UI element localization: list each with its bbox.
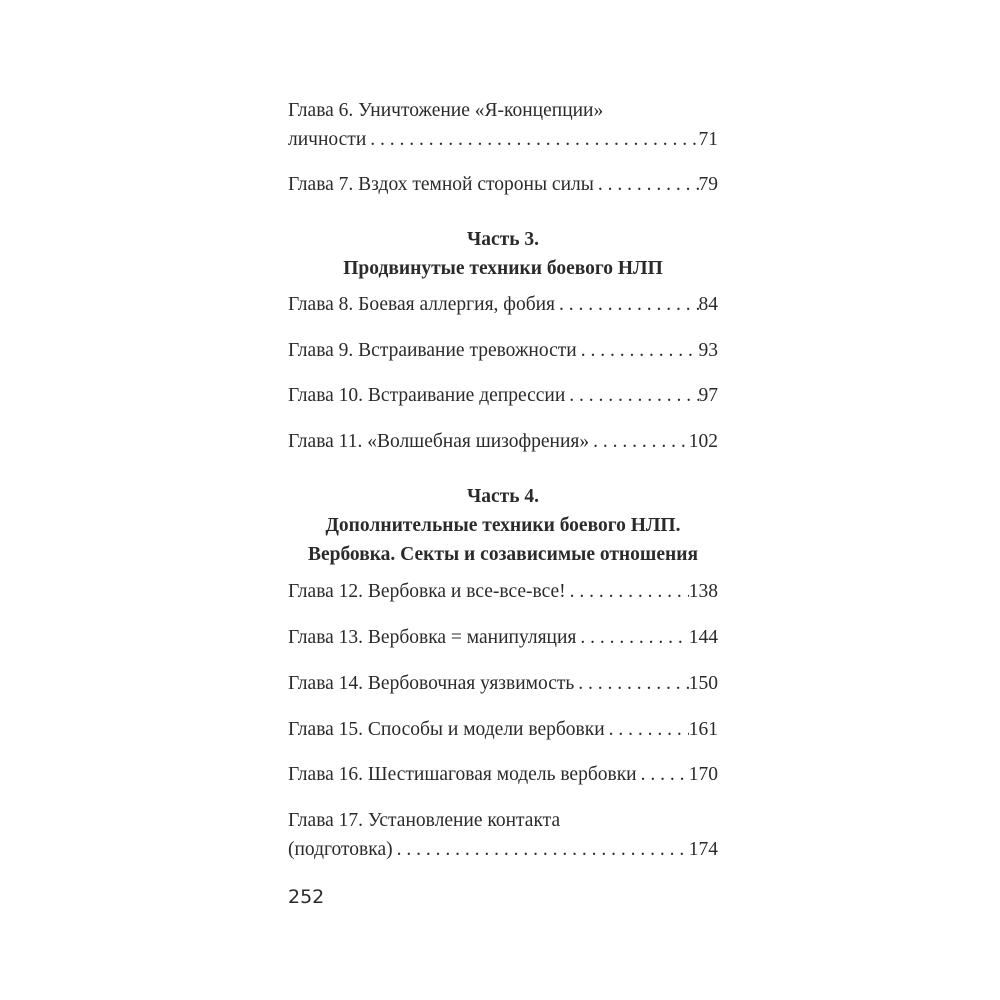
dot-leader xyxy=(589,427,689,456)
part-4-heading xyxy=(258,482,748,569)
toc-entry-title: Глава 11. «Волшебная шизофрения» xyxy=(288,431,590,452)
part-title-line-2: Вербовка. Секты и созависимые отношения xyxy=(307,544,699,565)
toc-entry-chapter-16[interactable] xyxy=(288,760,718,789)
dot-leader xyxy=(577,336,699,365)
toc-entry-title-continued: (подготовка) xyxy=(288,839,393,860)
toc-entry-title: Глава 6. Уничтожение «Я-концепции» xyxy=(288,100,604,121)
dot-leader xyxy=(637,760,689,789)
page-number: 252 xyxy=(288,886,325,908)
toc-entry-title-continued: личности xyxy=(288,129,367,150)
toc-entry-title: Глава 13. Вербовка = манипуляция xyxy=(288,627,577,648)
dot-leader xyxy=(366,125,698,154)
dot-leader xyxy=(555,290,698,319)
part-label: Часть 3. xyxy=(466,229,540,250)
toc-entry-chapter-6[interactable] xyxy=(288,96,718,154)
toc-entry-page: 93 xyxy=(698,340,718,361)
toc-entry-title: Глава 8. Боевая аллергия, фобия xyxy=(288,294,556,315)
toc-entry-page: 84 xyxy=(698,294,718,315)
toc-entry-chapter-7[interactable] xyxy=(288,170,718,199)
toc-entry-title: Глава 15. Способы и модели вербовки xyxy=(288,719,605,740)
toc-entry-page: 138 xyxy=(688,581,718,602)
toc-entry-chapter-17[interactable] xyxy=(288,806,718,864)
toc-entry-title: Глава 12. Вербовка и все-все-все! xyxy=(288,581,566,602)
toc-entry-title: Глава 17. Установление контакта xyxy=(288,810,561,831)
toc-entry-page: 102 xyxy=(688,431,718,452)
dot-leader xyxy=(574,669,688,698)
dot-leader xyxy=(605,715,689,744)
toc-entry-page: 97 xyxy=(698,385,718,406)
part-label: Часть 4. xyxy=(466,486,540,507)
toc-entry-page: 170 xyxy=(688,764,718,785)
dot-leader xyxy=(565,381,698,410)
toc-entry-page: 174 xyxy=(688,839,718,860)
dot-leader xyxy=(393,835,689,864)
toc-entry-chapter-12[interactable] xyxy=(288,577,718,606)
toc-entry-chapter-8[interactable] xyxy=(288,290,718,319)
toc-entry-title: Глава 16. Шестишаговая модель вербовки xyxy=(288,764,637,785)
toc-entry-title: Глава 14. Вербовочная уязвимость xyxy=(288,673,575,694)
toc-entry-title: Глава 7. Вздох темной стороны силы xyxy=(288,174,594,195)
toc-entry-page: 150 xyxy=(688,673,718,694)
toc-entry-chapter-15[interactable] xyxy=(288,715,718,744)
toc-entry-chapter-10[interactable] xyxy=(288,381,718,410)
toc-entry-title: Глава 9. Встраивание тревожности xyxy=(288,340,577,361)
dot-leader xyxy=(566,577,689,606)
part-title: Продвинутые техники боевого НЛП xyxy=(343,258,663,279)
toc-entry-page: 79 xyxy=(698,174,718,195)
toc-entry-chapter-11[interactable] xyxy=(288,427,718,456)
toc-entry-chapter-14[interactable] xyxy=(288,669,718,698)
part-title-line-1: Дополнительные техники боевого НЛП. xyxy=(325,515,681,536)
part-3-heading xyxy=(258,225,748,283)
dot-leader xyxy=(594,170,699,199)
dot-leader xyxy=(576,623,688,652)
toc-entry-chapter-13[interactable] xyxy=(288,623,718,652)
toc-entry-page: 161 xyxy=(688,719,718,740)
toc-entry-title: Глава 10. Встраивание депрессии xyxy=(288,385,566,406)
toc-entry-page: 71 xyxy=(698,129,718,150)
toc-entry-page: 144 xyxy=(688,627,718,648)
toc-entry-chapter-9[interactable] xyxy=(288,336,718,365)
